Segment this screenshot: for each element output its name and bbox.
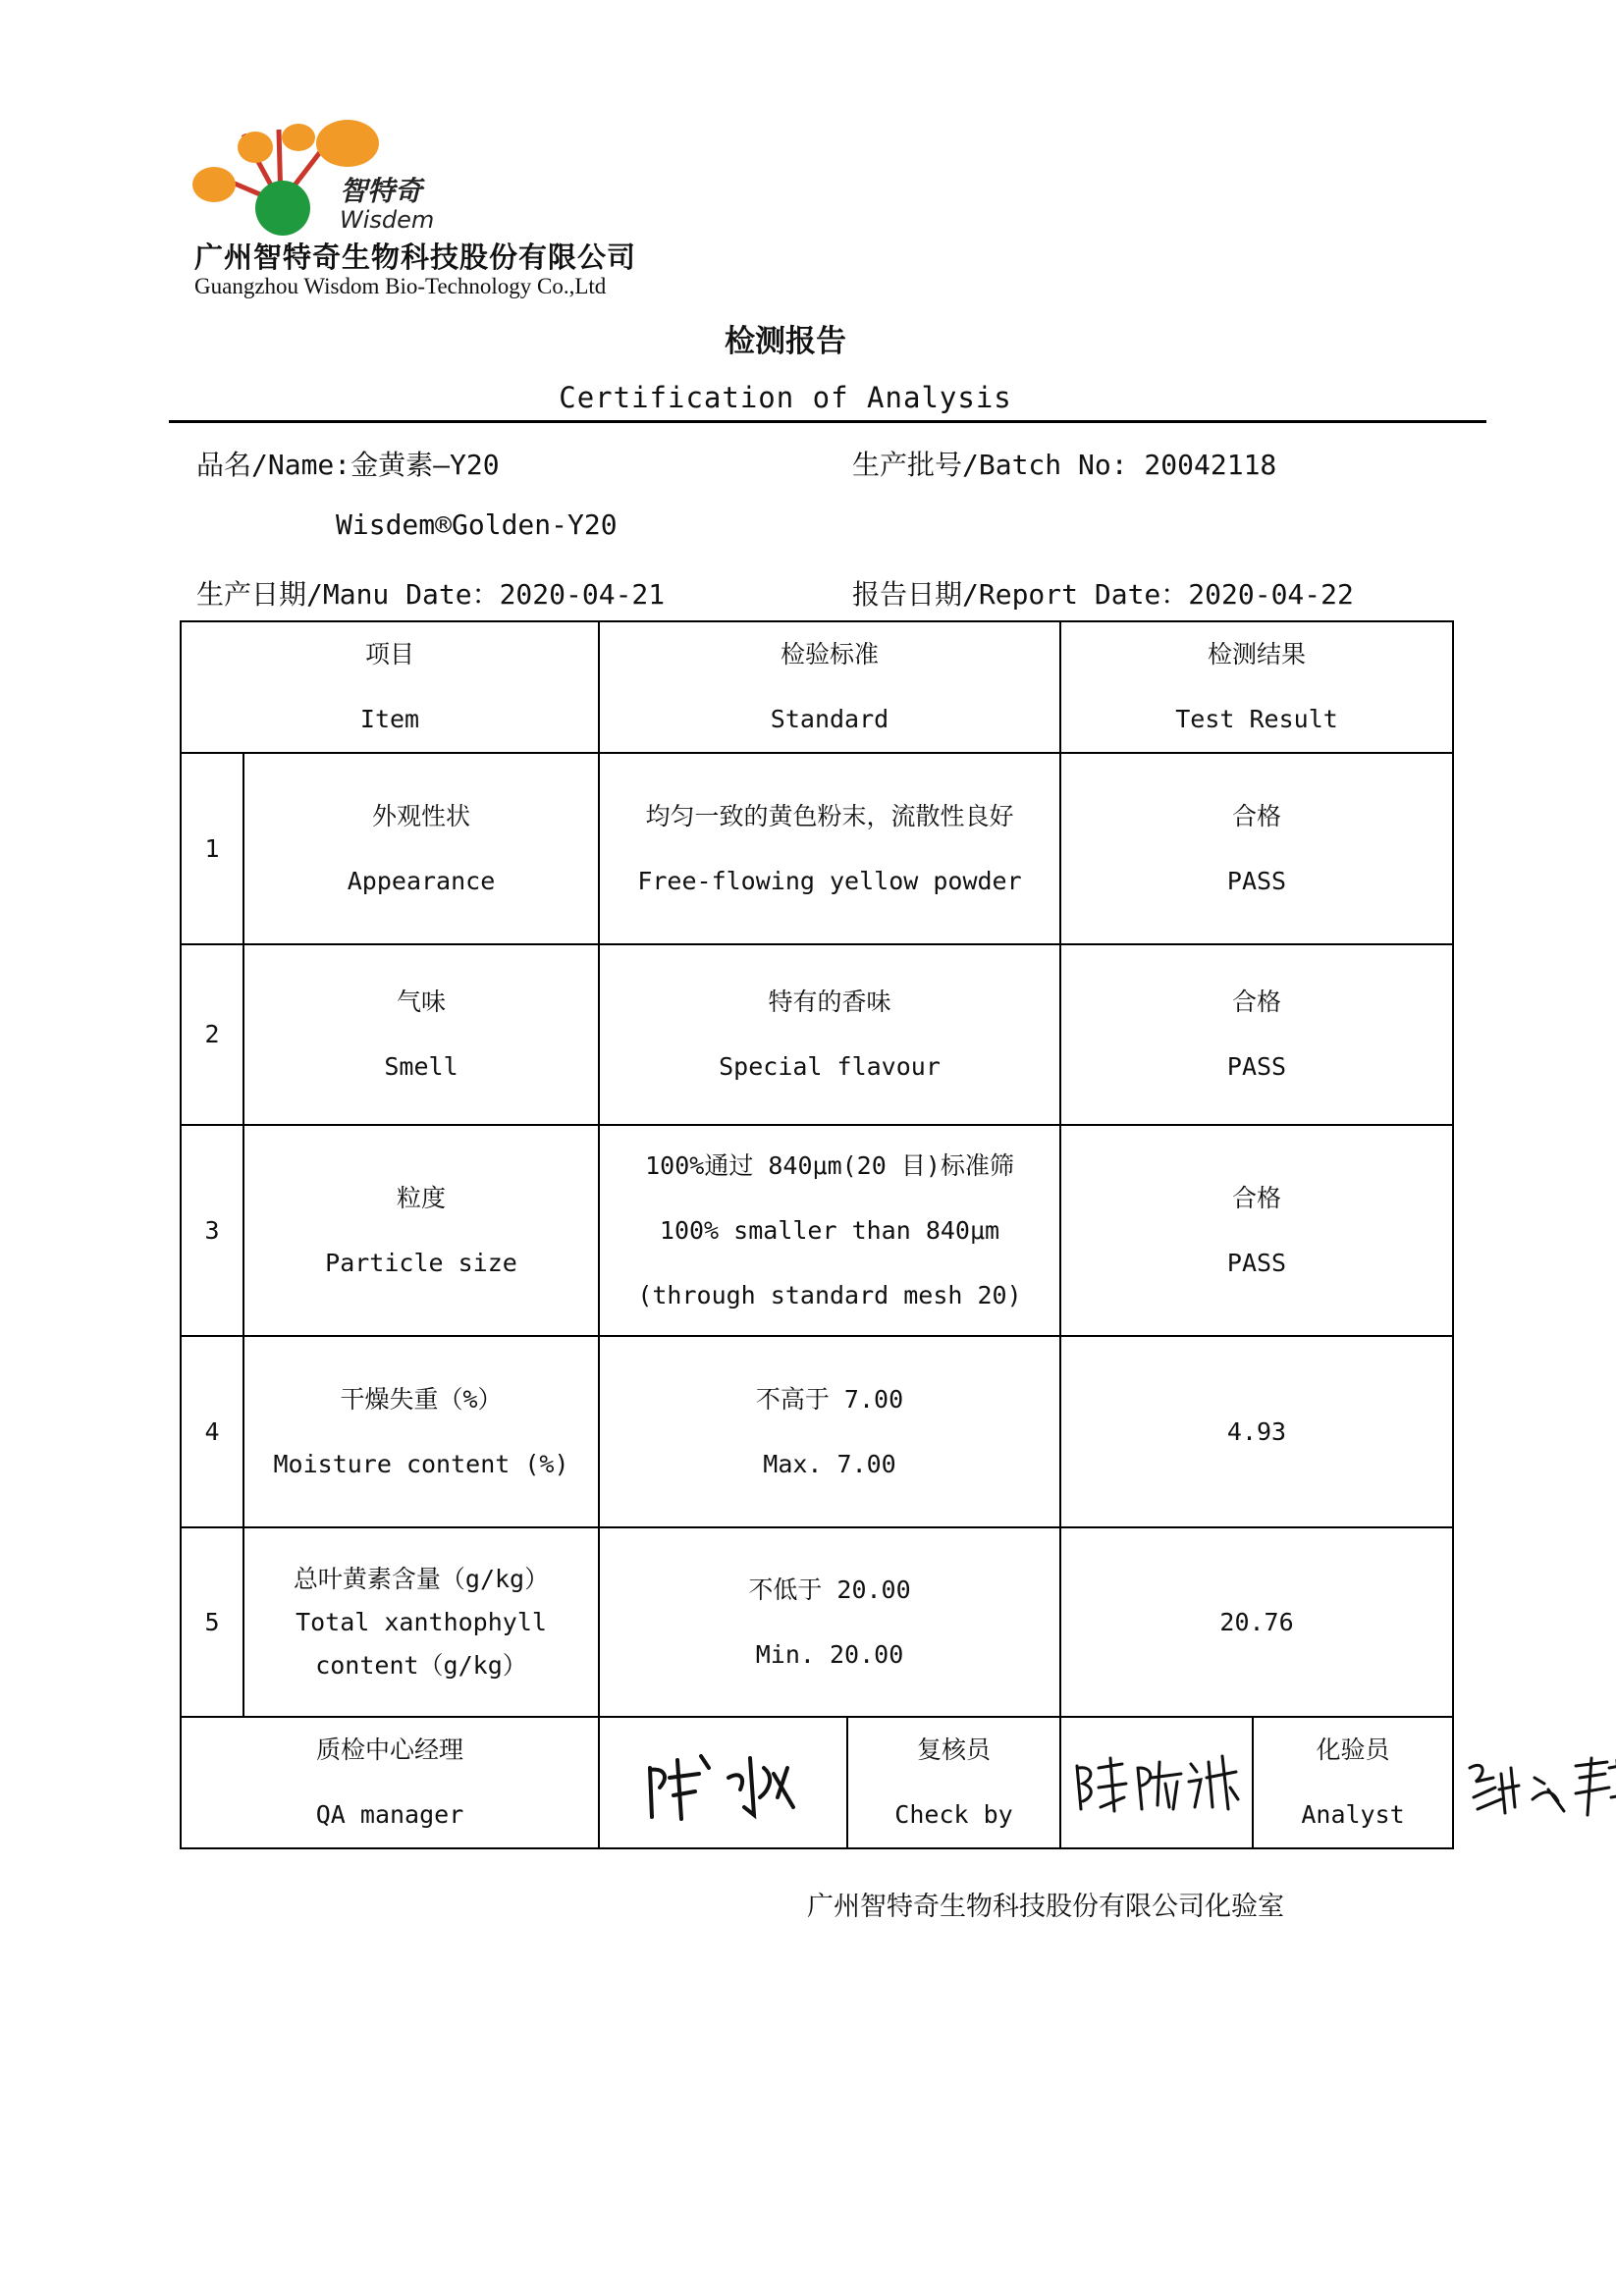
company-name-cn: 广州智特奇生物科技股份有限公司	[194, 240, 637, 274]
qa-manager-signature	[599, 1717, 847, 1848]
signature-image	[630, 1738, 817, 1827]
row-standard: 100%通过 840μm(20 目)标准筛 100% smaller than 840μm (through standard mesh 20)	[599, 1125, 1060, 1336]
row-number: 4	[181, 1336, 243, 1527]
product-brand: Wisdem®Golden-Y20	[336, 508, 618, 541]
header-result: 检测结果 Test Result	[1060, 621, 1453, 753]
table-row	[181, 1125, 1453, 1336]
signature-image	[1063, 1738, 1250, 1827]
table-row	[181, 944, 1453, 1125]
row-number: 2	[181, 944, 243, 1125]
analyst-label: 化验员 Analyst	[1253, 1717, 1453, 1848]
row-standard: 均匀一致的黄色粉末，流散性良好 Free-flowing yellow powder	[599, 753, 1060, 944]
row-number: 3	[181, 1125, 243, 1336]
table-row	[181, 1336, 1453, 1527]
check-by-label: 复核员 Check by	[847, 1717, 1060, 1848]
signature-row	[181, 1717, 1453, 1848]
row-standard: 不低于 20.00 Min. 20.00	[599, 1527, 1060, 1717]
row-item: 总叶黄素含量（g/kg） Total xanthophyll content（g/kg）	[243, 1527, 599, 1717]
logo-text-cn: 智特奇	[340, 175, 423, 207]
report-date: 报告日期/Report Date：2020-04-22	[852, 578, 1354, 611]
signature-image	[1454, 1738, 1616, 1827]
manufacture-date: 生产日期/Manu Date：2020-04-21	[196, 578, 666, 611]
company-name-en: Guangzhou Wisdom Bio-Technology Co.,Ltd	[194, 274, 607, 298]
analysis-table	[180, 620, 1454, 1849]
row-standard: 不高于 7.00 Max. 7.00	[599, 1336, 1060, 1527]
table-row	[181, 753, 1453, 944]
row-standard: 特有的香味 Special flavour	[599, 944, 1060, 1125]
logo-text-en: Wisdem	[340, 206, 435, 234]
row-result: 合格 PASS	[1060, 1125, 1453, 1336]
table-header-row	[181, 621, 1453, 753]
row-number: 1	[181, 753, 243, 944]
header-item: 项目 Item	[181, 621, 599, 753]
row-number: 5	[181, 1527, 243, 1717]
header-standard: 检验标准 Standard	[599, 621, 1060, 753]
product-name: 品名/Name:金黄素—Y20	[196, 449, 500, 481]
qa-manager-label: 质检中心经理 QA manager	[181, 1717, 599, 1848]
lab-footer: 广州智特奇生物科技股份有限公司化验室	[807, 1892, 1284, 1922]
row-result: 4.93	[1060, 1336, 1453, 1527]
row-item: 外观性状 Appearance	[243, 753, 599, 944]
company-logo	[192, 110, 448, 238]
batch-number: 生产批号/Batch No: 20042118	[852, 449, 1277, 481]
row-item: 干燥失重（%） Moisture content (%)	[243, 1336, 599, 1527]
report-title-cn: 检测报告	[725, 324, 846, 359]
check-by-signature	[1060, 1717, 1253, 1848]
table-row	[181, 1527, 1453, 1717]
row-result: 合格 PASS	[1060, 753, 1453, 944]
row-item: 气味 Smell	[243, 944, 599, 1125]
title-rule	[169, 420, 1486, 423]
row-item: 粒度 Particle size	[243, 1125, 599, 1336]
row-result: 合格 PASS	[1060, 944, 1453, 1125]
report-title-en: Certification of Analysis	[559, 381, 1012, 414]
row-result: 20.76	[1060, 1527, 1453, 1717]
